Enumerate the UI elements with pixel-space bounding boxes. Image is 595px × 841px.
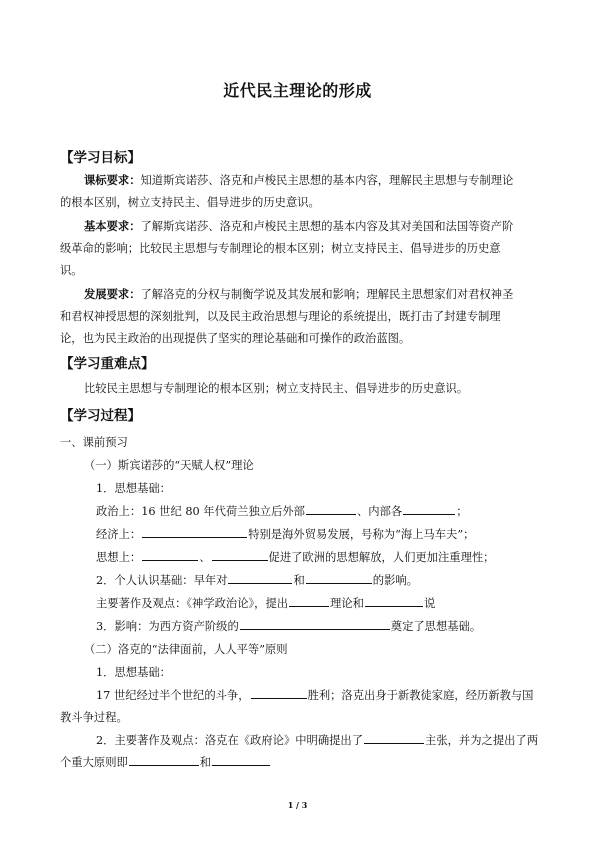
goal-line xyxy=(84,172,538,190)
fill-text: 理论和 xyxy=(330,597,364,610)
fill-text: 主张，并为之提出了两 xyxy=(425,734,539,747)
goal-line: 论，也为民主政治的出现提供了坚实的理论基础和可操作的政治蓝图。 xyxy=(60,332,411,345)
section-heading-key: 【学习重难点】 xyxy=(60,356,155,372)
process-item: 1．思想基础： xyxy=(96,482,171,495)
fill-text: 17 世纪经过半个世纪的斗争， xyxy=(96,689,250,702)
fill-text: 2．个人认识基础：早年对 xyxy=(96,574,228,587)
answer-blank[interactable] xyxy=(228,572,292,584)
goal-label: 课标要求： xyxy=(84,174,141,187)
process-heading: 一、课前预习 xyxy=(60,436,128,449)
fill-text: 特别是海外贸易发展，号称为“海上马车夫”； xyxy=(248,528,475,541)
answer-blank[interactable] xyxy=(306,572,372,584)
goal-text: 了解斯宾诺莎、洛克和卢梭民主思想的基本内容及其对美国和法国等资产阶 xyxy=(140,220,514,233)
fill-line xyxy=(96,572,538,590)
goal-line: 级革命的影响；比较民主思想与专制理论的根本区别；树立支持民主、倡导进步的历史意 xyxy=(60,242,501,255)
goal-line xyxy=(84,218,538,236)
answer-blank[interactable] xyxy=(306,503,356,515)
answer-blank[interactable] xyxy=(212,754,270,766)
section-heading-process: 【学习过程】 xyxy=(60,408,141,424)
answer-blank[interactable] xyxy=(142,526,247,538)
fill-text: 胜利；洛克出身于新教徒家庭，经历新教与国 xyxy=(307,689,534,702)
goal-line: 和君权神授思想的深刻批判，以及民主政治思想与理论的系统提出，既打击了封建专制理 xyxy=(60,310,501,323)
fill-line xyxy=(96,549,538,567)
fill-text: 政治上：16 世纪 80 年代荷兰独立后外部 xyxy=(96,505,305,518)
page-title: 近代民主理论的形成 xyxy=(223,81,372,100)
page-number: 1 / 3 xyxy=(287,800,308,810)
fill-text: ； xyxy=(456,505,468,518)
fill-text: 和 xyxy=(293,574,305,587)
fill-text: 思想上： xyxy=(96,551,142,564)
fill-text: 促进了欧洲的思想解放，人们更加注重理性； xyxy=(268,551,495,564)
fill-text: 2．主要著作及观点：洛克在《政府论》中明确提出了 xyxy=(96,734,364,747)
fill-text: 、 xyxy=(199,551,211,564)
answer-blank[interactable] xyxy=(403,503,455,515)
answer-blank[interactable] xyxy=(365,595,423,607)
goal-text: 知道斯宾诺莎、洛克和卢梭民主思想的基本内容，理解民主思想与专制理论 xyxy=(140,174,514,187)
process-item: 1．思想基础： xyxy=(96,666,171,679)
fill-text: 主要著作及观点：《神学政治论》，提出 xyxy=(96,597,289,610)
section-heading-goals: 【学习目标】 xyxy=(60,150,141,166)
fill-line xyxy=(96,687,538,705)
fill-line xyxy=(96,503,538,521)
fill-line xyxy=(96,595,538,613)
fill-line xyxy=(60,754,538,772)
fill-text: 个重大原则即 xyxy=(60,756,128,769)
answer-blank[interactable] xyxy=(129,754,199,766)
fill-text: 奠定了思想基础。 xyxy=(390,620,482,633)
fill-text: 和 xyxy=(199,756,212,769)
answer-blank[interactable] xyxy=(240,618,390,630)
answer-blank[interactable] xyxy=(142,549,198,561)
fill-text: 经济上： xyxy=(96,528,142,541)
goal-text: 了解洛克的分权与制衡学说及其发展和影响；理解民主思想家们对君权神圣 xyxy=(140,288,514,301)
goal-line: 的根本区别，树立支持民主、倡导进步的历史意识。 xyxy=(60,196,320,209)
answer-blank[interactable] xyxy=(364,732,424,744)
goal-line xyxy=(84,286,538,304)
answer-blank[interactable] xyxy=(212,549,268,561)
fill-line xyxy=(96,732,538,750)
answer-blank[interactable] xyxy=(251,687,307,699)
fill-text: 、内部各 xyxy=(356,505,403,518)
subsection-heading: （二）洛克的“法律面前，人人平等”原则 xyxy=(84,643,288,656)
goal-line: 识。 xyxy=(60,264,83,277)
fill-text: 的影响。 xyxy=(372,574,418,587)
fill-text: 3．影响：为西方资产阶级的 xyxy=(96,620,239,633)
goal-label: 基本要求： xyxy=(84,220,141,233)
fill-line xyxy=(96,526,538,544)
fill-line xyxy=(96,618,538,636)
fill-line: 教斗争过程。 xyxy=(60,711,128,724)
goal-label: 发展要求： xyxy=(84,288,141,301)
subsection-heading: （一）斯宾诺莎的“天赋人权”理论 xyxy=(84,459,254,472)
answer-blank[interactable] xyxy=(289,595,329,607)
key-text: 比较民主思想与专制理论的根本区别；树立支持民主、倡导进步的历史意识。 xyxy=(84,382,469,395)
fill-text: 说 xyxy=(423,597,436,610)
